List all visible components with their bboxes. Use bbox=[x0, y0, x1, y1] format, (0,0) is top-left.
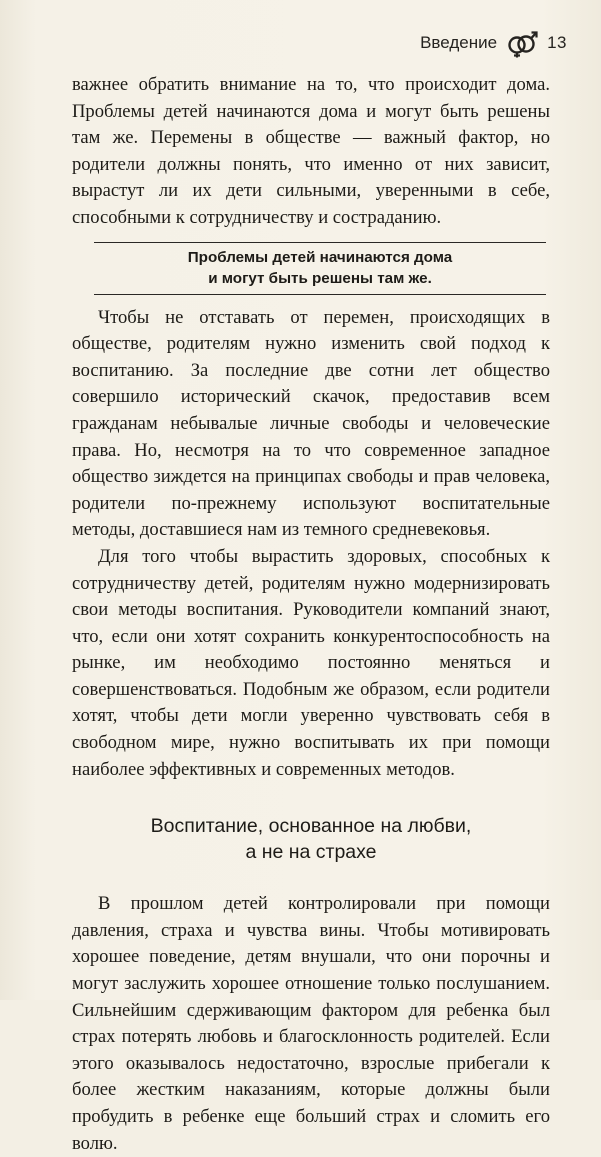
paragraph: Чтобы не отставать от перемен, происходящих в обществе, родителям нужно изменить свой подход к воспитанию. За последние две сотни лет общество совершило исторический скачок, предоставив всем гражданам небывалые личные свободы и человеческие права. Но, несмотря на то что современное западное общество зиждется на принципах свободы и прав человека, родители по-прежнему используют воспитательные методы, доставшиеся нам из темного средневековья. bbox=[72, 306, 550, 541]
pull-quote-line-2: и могут быть решены там же. bbox=[208, 269, 432, 287]
section-heading-line-2: а не на страхе bbox=[245, 841, 377, 864]
pull-quote bbox=[94, 242, 546, 295]
page-content bbox=[72, 72, 550, 1157]
page-number: 13 bbox=[547, 33, 567, 52]
pull-quote-line-1: Проблемы детей начинаются дома bbox=[187, 248, 453, 266]
paragraph: Для того чтобы вырастить здоровых, способных к сотрудничеству детей, родителям нужно модернизировать свои методы воспитания. Руководители компаний знают, что, если они хотят сохранить конкурентоспособность на рынке, им необходимо постоянно меняться и совершенствоваться. Подобным же образом, если родители хотят, чтобы дети могли уверенно чувствовать себя в свободном мире, нужно воспитывать их при помощи наиболее эффективных и современных методов. bbox=[72, 545, 550, 780]
running-header-section: Введение bbox=[420, 33, 498, 52]
paragraph: В прошлом детей контролировали при помощи давления, страха и чувства вины. Чтобы мотивировать хорошее поведение, детям внушали, что они порочны и могут заслужить хорошее отношение только послушанием. Сильнейшим сдерживающим фактором для ребенка был страх потерять любовь и благосклонность родителей. Если этого оказывалось недостаточно, взрослые прибегали к более жестким наказаниям, которые должны были пробудить в ребенке еще больший страх и сломить его волю. bbox=[72, 893, 550, 1154]
section-heading-line-1: Воспитание, основанное на любви, bbox=[150, 815, 472, 838]
venus-mars-icon bbox=[505, 28, 539, 58]
paragraph-continued: важнее обратить внимание на то, что происходит дома. Проблемы детей начинаются дома и могут быть решены там же. Перемены в обществе — важный фактор, но родители должны понять, что именно от них зависит, вырастут ли их дети сильными, уверенными в себе, способными к сотрудничеству и состраданию. bbox=[72, 74, 550, 228]
running-header bbox=[420, 28, 567, 58]
section-heading bbox=[72, 813, 550, 865]
